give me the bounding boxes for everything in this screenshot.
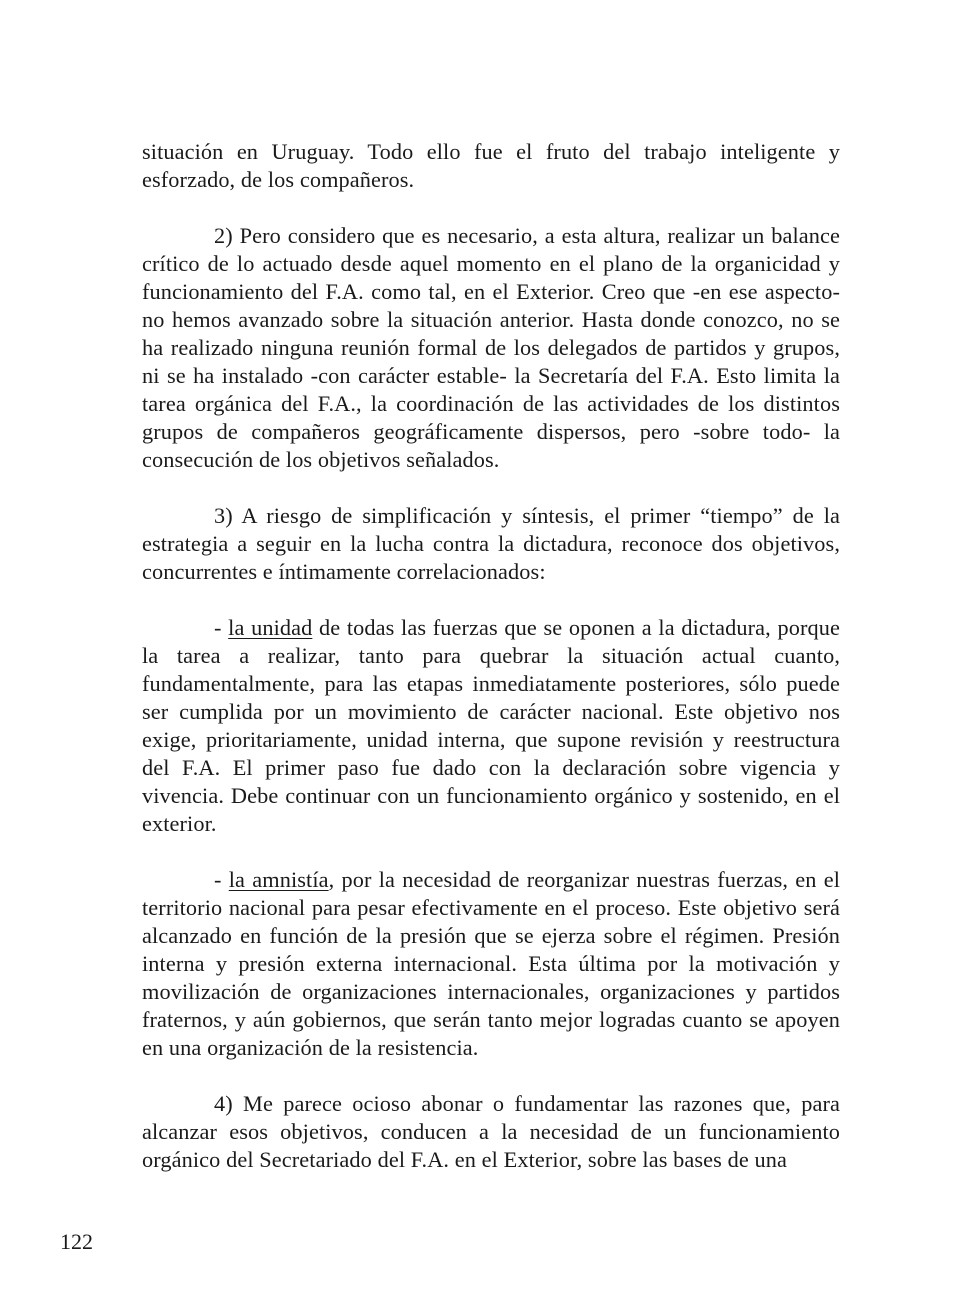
paragraph-intro-text: situación en Uruguay. Todo ello fue el fruto del trabajo inteligente y esforzado, de los compañeros. <box>142 139 840 192</box>
paragraph-unidad-text: de todas las fuerzas que se oponen a la dictadura, porque la tarea a realizar, tanto para quebrar la situación actual cuanto, fundamentalmente, para las etapas inmediatamente posteriores, sólo puede ser cumplida por un movimiento de carácter nacional. Este objetivo nos exige, prioritariamente, unidad interna, que supone revisión y reestructura del F.A. El primer paso fue dado con la declaración sobre vigencia y vivencia. Debe continuar con un funcionamiento orgánico y sostenido, en el exterior. <box>142 615 840 836</box>
page-number: 122 <box>60 1229 93 1254</box>
underlined-term-unidad: la unidad <box>228 615 313 640</box>
paragraph-amnistia <box>142 866 840 1062</box>
paragraph-intro <box>142 138 840 194</box>
underlined-term-amnistia: la amnistía <box>228 867 329 892</box>
paragraph-4 <box>142 1090 840 1174</box>
paragraph-3-text: 3) A riesgo de simplificación y síntesis, el primer “tiempo” de la estrategia a seguir en la lucha contra la dictadura, reconoce dos objetivos, concurrentes e íntimamente correlacionados: <box>142 503 840 584</box>
paragraph-amnistia-prefix: - <box>214 867 229 892</box>
paragraph-2-text: 2) Pero considero que es necesario, a esta altura, realizar un balance crítico de lo actuado desde aquel momento en el plano de la organicidad y funcionamiento del F.A. como tal, en el Exterior. Creo que -en ese aspecto- no hemos avanzado sobre la situación anterior. Hasta donde conozco, no se ha realizado ninguna reunión formal de los delegados de partidos y grupos, ni se ha instalado -con carácter estable- la Secretaría del F.A. Esto limita la tarea orgánica del F.A., la coordinación de las actividades de los distintos grupos de compañeros geográficamente dispersos, pero -sobre todo- la consecución de los objetivos señalados. <box>142 223 840 472</box>
page-body <box>142 138 840 1174</box>
paragraph-unidad <box>142 614 840 838</box>
paragraph-2 <box>142 222 840 474</box>
paragraph-unidad-prefix: - <box>214 615 229 640</box>
paragraph-amnistia-text: , por la necesidad de reorganizar nuestras fuerzas, en el territorio nacional para pesar efectivamente en el proceso. Este objetivo será alcanzado en función de la presión que se ejerza sobre el régimen. Presión interna y presión externa internacional. Esta última por la motivación y movilización de organizaciones internacionales, organizaciones y partidos fraternos, y aún gobiernos, que serán tanto mejor logradas cuanto se apoyen en una organización de la resistencia. <box>142 867 840 1060</box>
paragraph-4-text: 4) Me parece ocioso abonar o fundamentar las razones que, para alcanzar esos objetivos, conducen a la necesidad de un funcionamiento orgánico del Secretariado del F.A. en el Exterior, sobre las bases de una <box>142 1091 840 1172</box>
paragraph-3 <box>142 502 840 586</box>
